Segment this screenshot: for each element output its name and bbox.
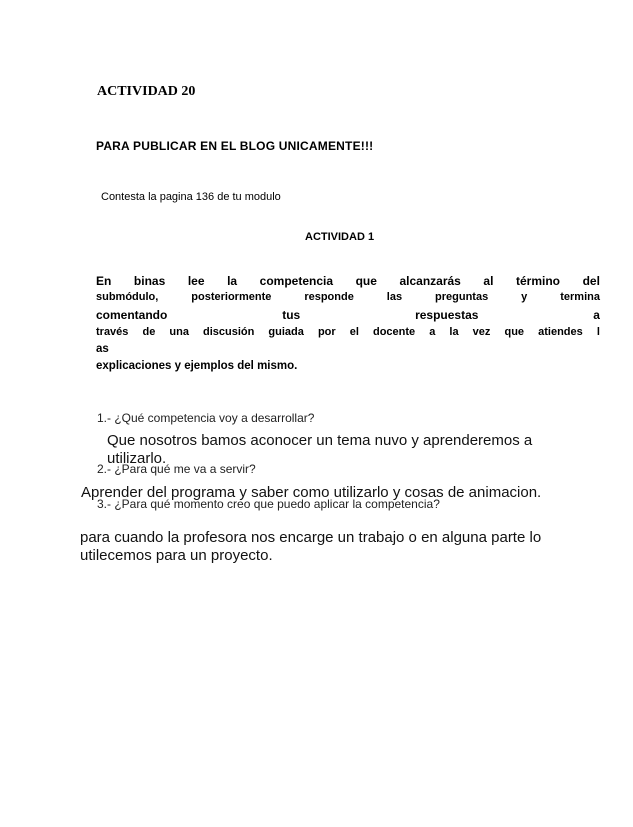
paragraph-word: respuestas [415, 308, 479, 322]
paragraph-word: comentando [96, 308, 168, 322]
paragraph-line-4 [96, 326, 600, 338]
question-3: 3.- ¿Para qué momento creo que puedo aplicar la competencia? [97, 497, 440, 511]
instruction-text: Contesta la pagina 136 de tu modulo [101, 191, 281, 203]
paragraph-word: preguntas [435, 291, 489, 303]
paragraph-word: atiendes [538, 326, 583, 338]
answer-3-line-2: utilecemos para un proyecto. [80, 547, 273, 564]
paragraph-word: través [96, 326, 129, 338]
paragraph-word: la [449, 326, 459, 338]
paragraph-line-2 [96, 291, 600, 303]
answer-1-line-2: utilizarlo. [107, 450, 167, 467]
paragraph-word: que [504, 326, 525, 338]
paragraph-line-1 [96, 274, 600, 288]
paragraph-word: una [169, 326, 189, 338]
answer-3-line-1: para cuando la profesora nos encarge un trabajo o en alguna parte lo [80, 529, 542, 546]
paragraph-line-5: explicaciones y ejemplos del mismo. [96, 360, 298, 372]
paragraph-word: responde [304, 291, 354, 303]
paragraph-word: por [317, 326, 336, 338]
paragraph-word: de [142, 326, 156, 338]
paragraph-word: que [355, 274, 377, 288]
paragraph-word: el [349, 326, 359, 338]
question-2: 2.- ¿Para qué me va a servir? [97, 462, 256, 476]
paragraph-word: guiada [268, 326, 304, 338]
activity-title: ACTIVIDAD 20 [97, 84, 196, 99]
paragraph-word: submódulo, [96, 291, 159, 303]
blog-notice: PARA PUBLICAR EN EL BLOG UNICAMENTE!!! [96, 139, 374, 153]
paragraph-word: del [582, 274, 600, 288]
paragraph-word: lee [187, 274, 205, 288]
paragraph-word: tus [282, 308, 301, 322]
answer-2: Aprender del programa y saber como utilizarlo y cosas de animacion. [81, 484, 542, 501]
paragraph-word: al [483, 274, 494, 288]
paragraph-word: término [516, 274, 561, 288]
section-title: ACTIVIDAD 1 [305, 231, 375, 243]
paragraph-word: l [596, 326, 600, 338]
paragraph-word: discusión [203, 326, 255, 338]
paragraph-word: y [521, 291, 528, 303]
paragraph-word: alcanzarás [399, 274, 461, 288]
paragraph-word: la [227, 274, 238, 288]
paragraph-word: En [96, 274, 112, 288]
question-1: 1.- ¿Qué competencia voy a desarrollar? [97, 411, 315, 425]
paragraph-word: vez [472, 326, 491, 338]
paragraph-word: posteriormente [191, 291, 272, 303]
paragraph-word: binas [133, 274, 166, 288]
paragraph-word: termina [560, 291, 600, 303]
paragraph-word: docente [372, 326, 416, 338]
paragraph-word: a [429, 326, 436, 338]
paragraph-word: a [593, 308, 600, 322]
paragraph-word: competencia [259, 274, 333, 288]
paragraph-line-4-continued: as [96, 343, 109, 355]
paragraph-word: las [386, 291, 403, 303]
answer-1-line-1: Que nosotros bamos aconocer un tema nuvo y aprenderemos a [107, 432, 533, 449]
paragraph-line-3 [96, 308, 600, 322]
